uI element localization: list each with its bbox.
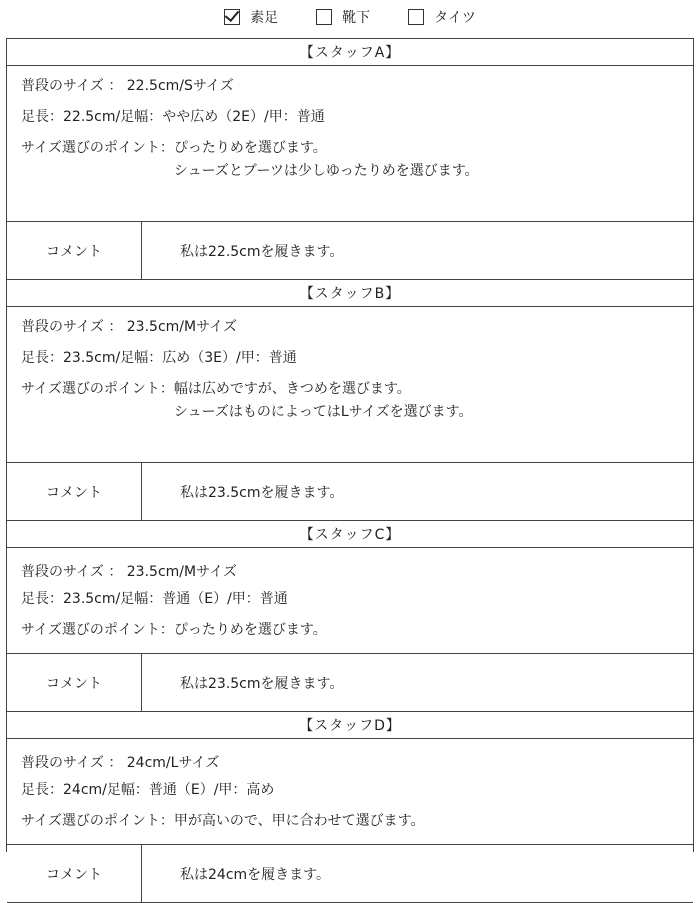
usual-size: 普段のサイズ ： 22.5cm/Sサイズ xyxy=(21,78,234,94)
legend-label: 素足 xyxy=(250,10,279,26)
size-point-text: シューズとブーツは少しゆったりめを選びます。 xyxy=(173,163,479,179)
sock-type-legend xyxy=(0,6,700,28)
foot-measurements: 足長：22.5cm/足幅：やや広め（2E）/甲：普通 xyxy=(21,109,325,125)
staff-a-info xyxy=(7,66,693,222)
size-point-label: サイズ選びのポイント： xyxy=(21,381,174,397)
size-point-text: ぴったりめを選びます。 xyxy=(173,140,327,156)
foot-measurements: 足長：23.5cm/足幅：普通（E）/甲：普通 xyxy=(21,591,288,607)
usual-size: 普段のサイズ ： 23.5cm/Mサイズ xyxy=(21,564,237,580)
staff-d-header: 【スタッフD】 xyxy=(7,712,693,739)
staff-d-comment-row xyxy=(7,845,693,903)
staff-a-comment-row xyxy=(7,222,693,280)
size-point-label: サイズ選びのポイント： xyxy=(21,813,174,829)
size-point-label: サイズ選びのポイント： xyxy=(21,140,174,156)
usual-size: 普段のサイズ ： 23.5cm/Mサイズ xyxy=(21,319,237,335)
legend-label: タイツ xyxy=(434,10,476,26)
comment-text: 私は23.5cmを履きます。 xyxy=(180,675,344,692)
staff-c-comment-row xyxy=(7,654,693,712)
staff-c-header: 【スタッフC】 xyxy=(7,521,693,548)
comment-label: コメント xyxy=(7,845,142,902)
foot-measurements: 足長：24cm/足幅：普通（E）/甲：高め xyxy=(21,782,275,798)
size-point xyxy=(21,139,679,180)
staff-c-info xyxy=(7,548,693,654)
staff-b-info xyxy=(7,307,693,463)
size-point xyxy=(21,621,679,639)
size-point-text: 幅は広めですが、きつめを選びます。 xyxy=(173,381,411,397)
foot-measurements: 足長：23.5cm/足幅：広め（3E）/甲：普通 xyxy=(21,350,297,366)
comment-text: 私は23.5cmを履きます。 xyxy=(180,484,344,501)
staff-a-header: 【スタッフA】 xyxy=(7,39,693,66)
usual-size: 普段のサイズ ： 24cm/Lサイズ xyxy=(21,755,220,771)
legend-item-tights[interactable] xyxy=(408,7,476,27)
staff-d-info xyxy=(7,739,693,845)
size-point-text: ぴったりめを選びます。 xyxy=(173,622,327,638)
legend-item-barefoot[interactable] xyxy=(224,7,278,27)
legend-label: 靴下 xyxy=(342,10,371,26)
size-point xyxy=(21,812,679,830)
unchecked-checkbox-icon[interactable] xyxy=(408,9,424,25)
staff-b-header: 【スタッフB】 xyxy=(7,280,693,307)
comment-label: コメント xyxy=(7,654,142,711)
staff-size-table xyxy=(6,38,694,883)
size-point-label: サイズ選びのポイント： xyxy=(21,622,174,638)
comment-text: 私は22.5cmを履きます。 xyxy=(180,243,344,260)
comment-label: コメント xyxy=(7,222,142,279)
size-point xyxy=(21,380,679,421)
comment-text: 私は24cmを履きます。 xyxy=(180,866,331,883)
size-point-text: シューズはものによってはLサイズを選びます。 xyxy=(173,404,473,420)
unchecked-checkbox-icon[interactable] xyxy=(316,9,332,25)
staff-b-comment-row xyxy=(7,463,693,521)
legend-item-socks[interactable] xyxy=(316,7,370,27)
size-point-text: 甲が高いので、甲に合わせて選びます。 xyxy=(173,813,425,829)
checked-checkbox-icon[interactable] xyxy=(224,9,240,25)
comment-label: コメント xyxy=(7,463,142,520)
